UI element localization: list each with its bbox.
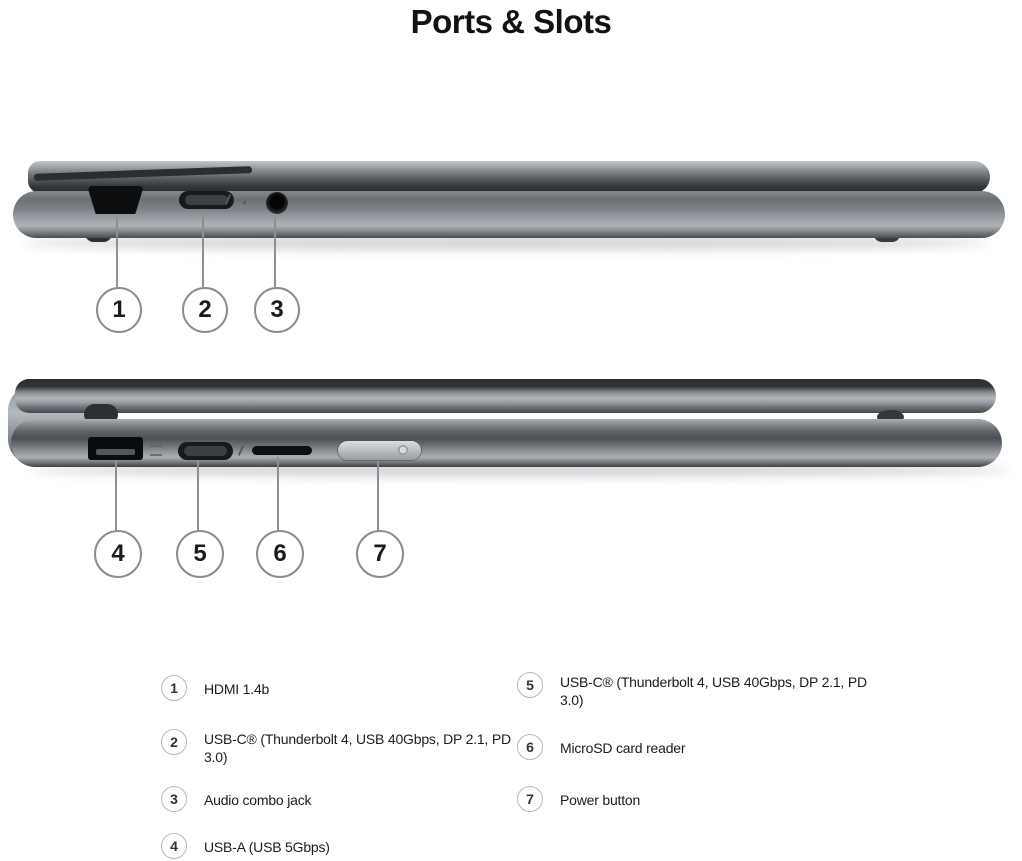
callout-number: 3 — [270, 296, 284, 323]
callout-number: 5 — [193, 540, 207, 567]
callout-line — [274, 217, 276, 287]
audio-combo-jack — [266, 192, 288, 214]
laptop-shadow — [22, 236, 990, 250]
callout-circle-7 — [356, 530, 404, 578]
callout-line — [277, 457, 279, 530]
legend-item-number: 1 — [161, 675, 187, 701]
usb-c-port-inner — [184, 446, 227, 456]
laptop-body — [13, 191, 1005, 238]
microsd-slot — [252, 446, 312, 455]
callout-number: 1 — [112, 296, 126, 323]
legend-item-label: MicroSD card reader — [560, 740, 686, 756]
callout-circle-2 — [182, 287, 228, 333]
callout-line — [115, 461, 117, 530]
legend-item — [517, 734, 872, 760]
laptop-lid-edge — [15, 379, 996, 413]
laptop-body — [11, 419, 1002, 467]
legend-item-number: 2 — [161, 729, 187, 755]
legend-item-number: 4 — [161, 833, 187, 859]
usb-c-port-inner — [185, 195, 228, 205]
callout-circle-4 — [94, 530, 142, 578]
legend-item — [517, 672, 872, 709]
callout-circle-1 — [96, 287, 142, 333]
callout-line — [197, 461, 199, 530]
legend-item — [161, 675, 516, 701]
legend-item — [161, 729, 516, 766]
legend-item — [517, 786, 872, 812]
usb-a-port — [88, 437, 143, 460]
legend-item-label: HDMI 1.4b — [204, 681, 270, 697]
callout-circle-3 — [254, 287, 300, 333]
callout-line — [116, 217, 118, 287]
legend-item-number: 7 — [517, 786, 543, 812]
legend-item — [161, 786, 516, 812]
legend-item — [161, 833, 516, 859]
usb-c-port — [178, 442, 233, 460]
callout-number: 6 — [273, 540, 287, 567]
power-led — [398, 445, 408, 455]
usb-a-port-tongue — [96, 449, 135, 455]
callout-number: 4 — [111, 540, 125, 567]
legend-item-label: USB-A (USB 5Gbps) — [204, 839, 330, 855]
laptop-lid-edge — [28, 161, 990, 193]
legend-item-number: 6 — [517, 734, 543, 760]
callout-number: 7 — [373, 540, 387, 567]
page-title: Ports & Slots — [410, 3, 612, 40]
legend-item-label: USB-C® (Thunderbolt 4, USB 40Gbps, DP 2.1, PD 3.0) — [204, 731, 511, 765]
usb-logo-icon — [150, 445, 162, 456]
hdmi-port — [88, 186, 143, 214]
callout-circle-5 — [176, 530, 224, 578]
callout-number: 2 — [198, 296, 212, 323]
callout-line — [202, 212, 204, 287]
legend-item-number: 3 — [161, 786, 187, 812]
callout-circle-6 — [256, 530, 304, 578]
callout-line — [377, 461, 379, 530]
legend-item-number: 5 — [517, 672, 543, 698]
legend-item-label: Audio combo jack — [204, 792, 312, 808]
legend-item-label: USB-C® (Thunderbolt 4, USB 40Gbps, DP 2.1, PD 3.0) — [560, 674, 867, 708]
power-button — [338, 441, 421, 460]
indicator-led-dot — [243, 201, 246, 204]
legend-item-label: Power button — [560, 792, 641, 808]
